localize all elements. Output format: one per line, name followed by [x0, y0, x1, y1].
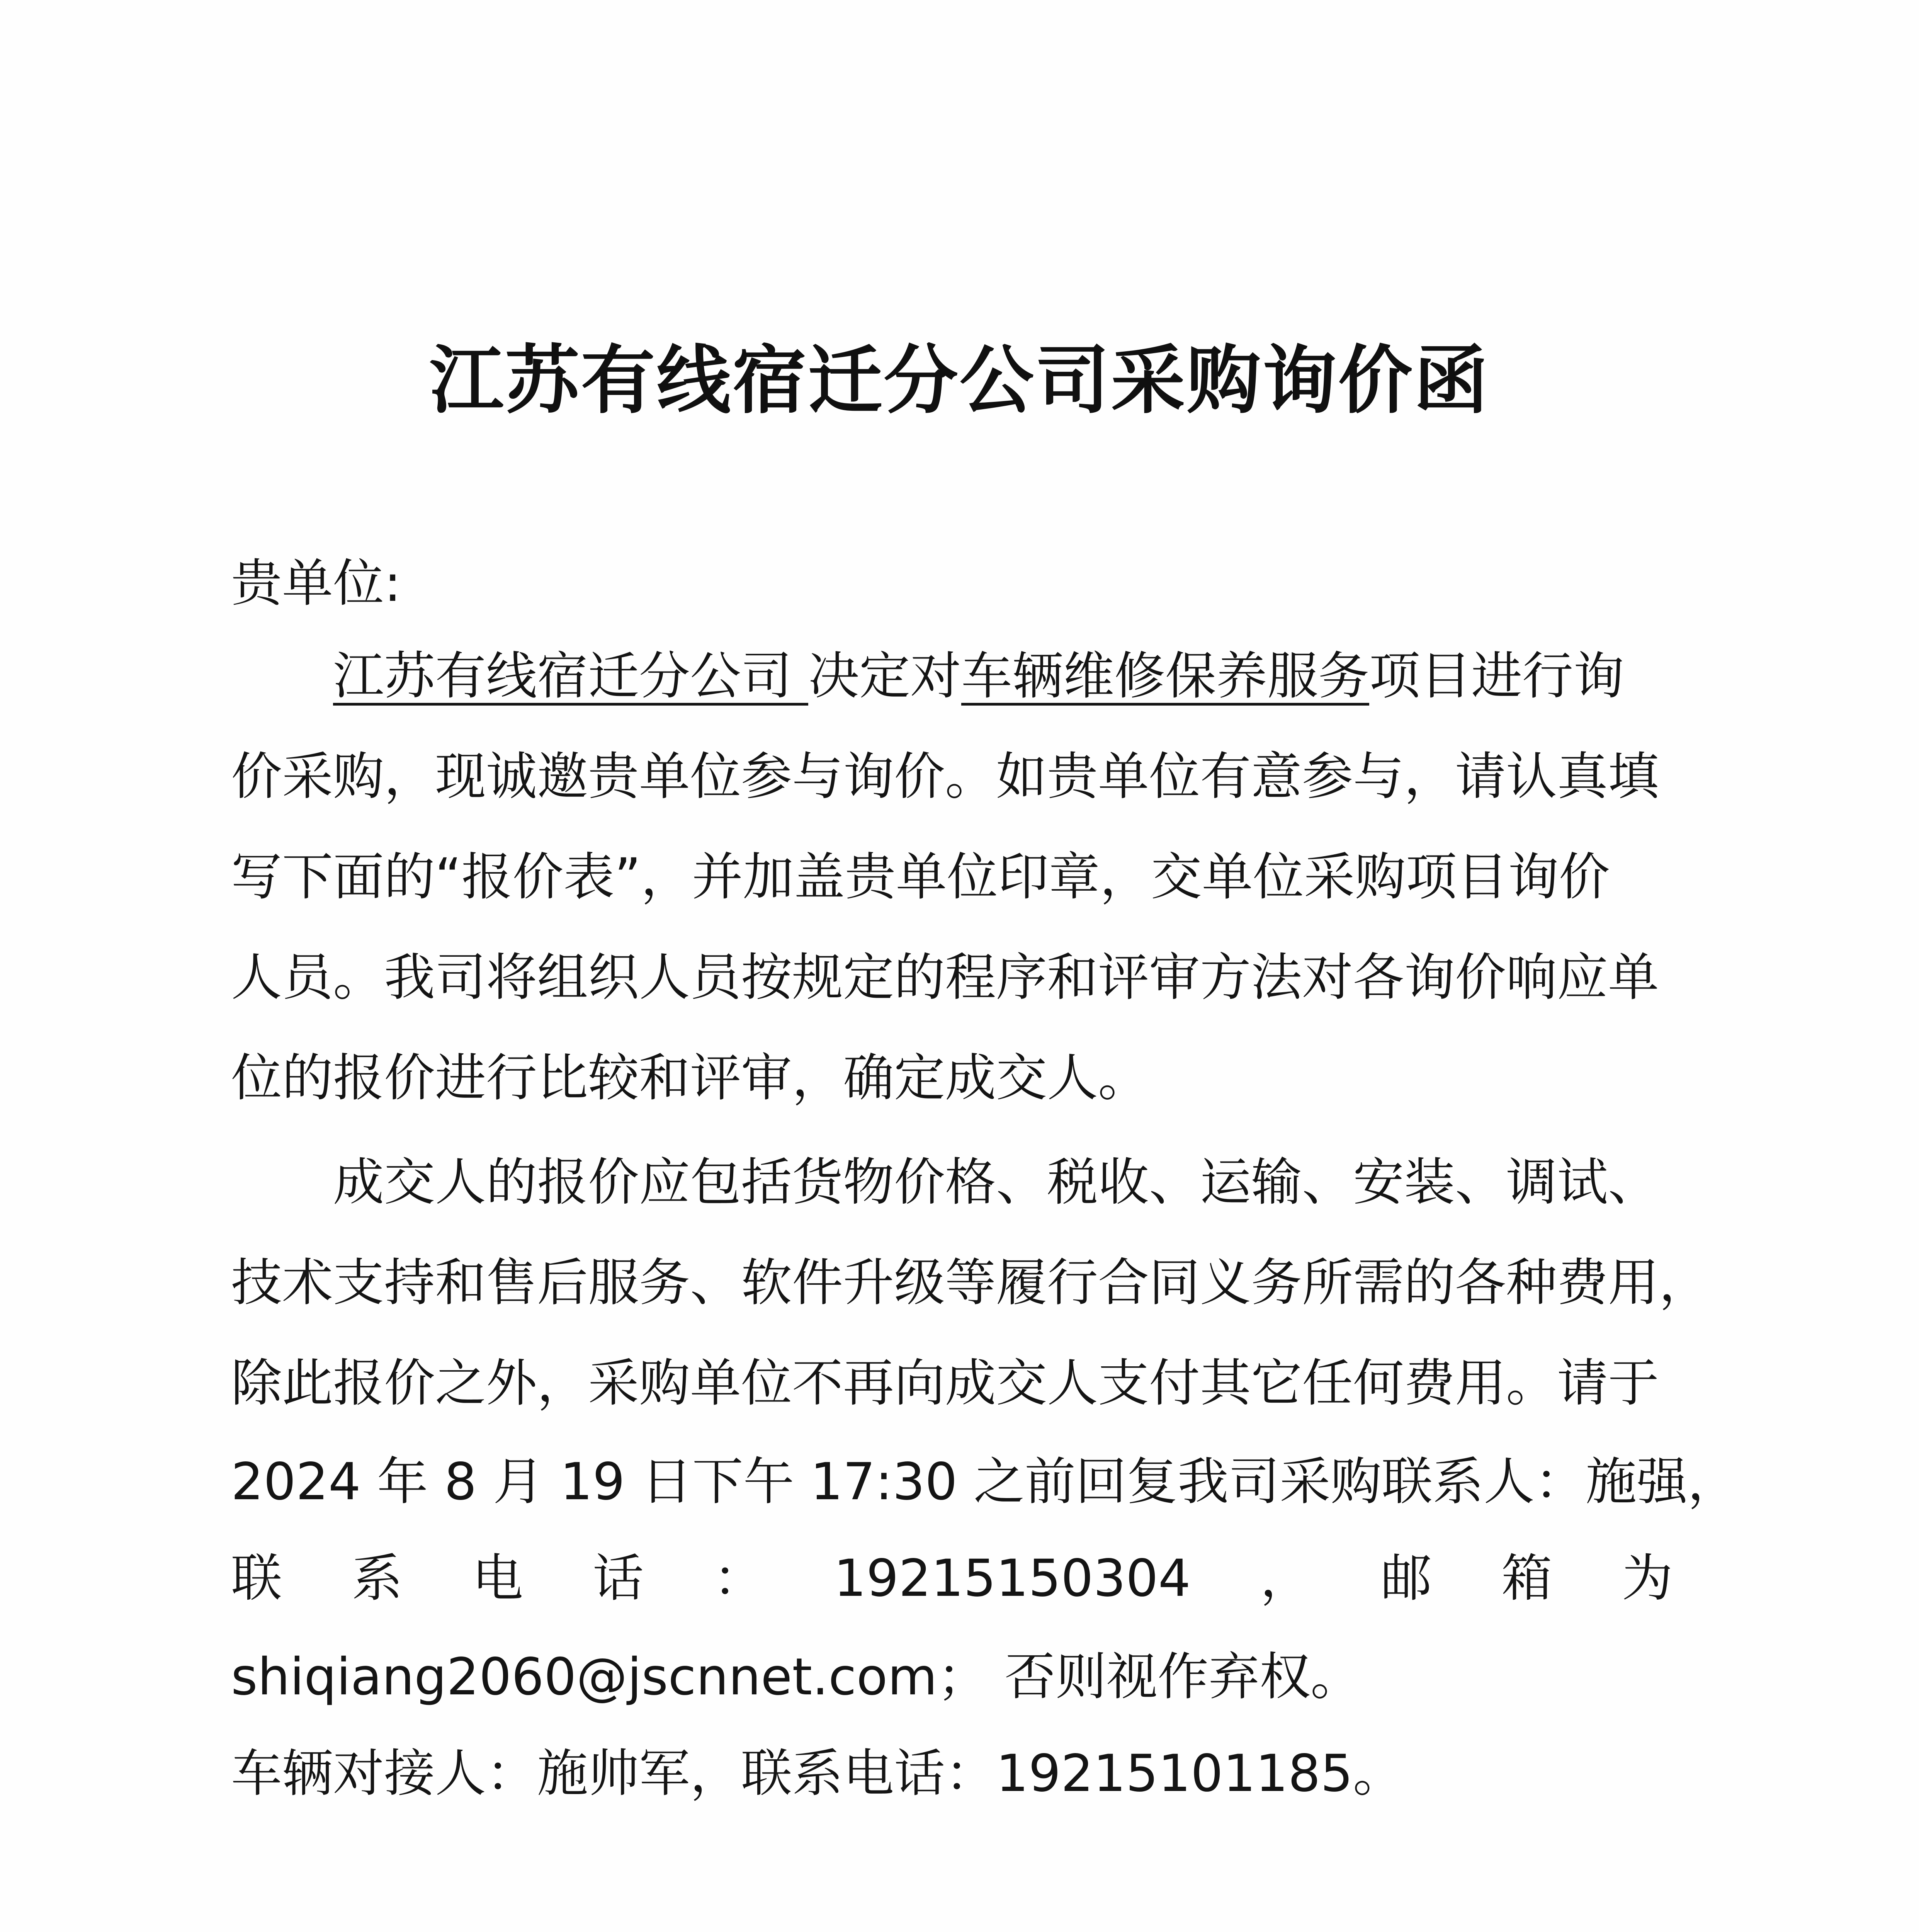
contact-phone: 19215150304 [834, 1549, 1191, 1608]
paragraph-1-line-3: 写下面的“报价表”，并加盖贵单位印章，交单位采购项目询价 [231, 847, 1610, 907]
phone-label-char: 系 [352, 1549, 403, 1608]
email-label-char: 箱 [1501, 1549, 1552, 1608]
paragraph-2-line-2: 技术支持和售后服务、软件升级等履行合同义务所需的各种费用， [231, 1253, 1710, 1313]
vehicle-contact-line: 车辆对接人：施帅军，联系电话：19215101185。 [231, 1744, 1404, 1803]
paragraph-2-line-6: shiqiang2060@jscnnet.com； 否则视作弃权。 [231, 1647, 1361, 1707]
phone-label-char: 联 [231, 1549, 282, 1608]
email-label-char: 为 [1622, 1549, 1673, 1608]
phone-label-colon: ： [713, 1549, 765, 1608]
inquiring-company: 江苏有线宿迁分公司 [333, 646, 808, 706]
phone-label-char: 话 [593, 1549, 644, 1608]
phone-label-char: 电 [472, 1549, 524, 1608]
email-label-char: 邮 [1380, 1549, 1432, 1608]
p1-text-2: 项目进行询 [1369, 646, 1624, 706]
letter-title: 江苏有线宿迁分公司采购询价函 [429, 337, 1490, 424]
paragraph-2-line-4: 2024 年 8 月 19 日下午 17:30 之前回复我司采购联系人：施强， [231, 1452, 1739, 1512]
project-name: 车辆维修保养服务 [961, 646, 1369, 706]
paragraph-2-line-3: 除此报价之外，采购单位不再向成交人支付其它任何费用。请于 [231, 1354, 1659, 1413]
paragraph-2-line-1: 成交人的报价应包括货物价格、税收、运输、安装、调试、 [333, 1153, 1659, 1212]
p1-text-1: 决定对 [808, 646, 961, 706]
paragraph-2-line-5 [231, 1544, 1673, 1613]
phone-comma: ， [1260, 1549, 1311, 1608]
paragraph-1-line-4: 人员。我司将组织人员按规定的程序和评审方法对各询价响应单 [231, 948, 1659, 1007]
salutation: 贵单位: [231, 554, 401, 613]
paragraph-1-line-5: 位的报价进行比较和评审，确定成交人。 [231, 1048, 1149, 1108]
paragraph-1-line-1 [333, 641, 1624, 711]
paragraph-1-line-2: 价采购，现诚邀贵单位参与询价。如贵单位有意参与，请认真填 [231, 747, 1659, 806]
